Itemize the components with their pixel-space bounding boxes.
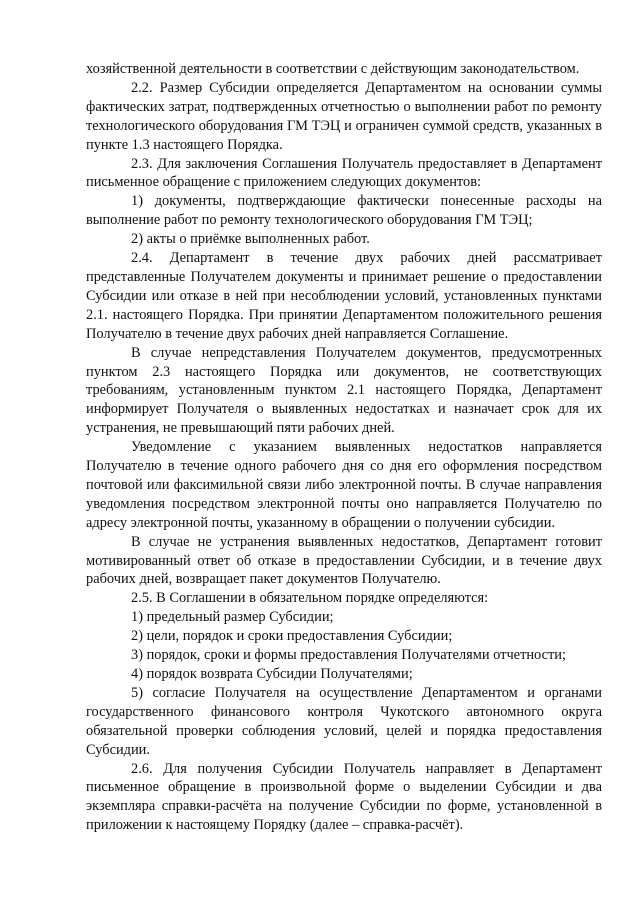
list-item-2-5-3: 3) порядок, сроки и формы предоставления Получателями отчетности; xyxy=(131,647,566,664)
paragraph-non-submission: В случае непредставления Получателем документов, предусмотренных пунктом 2.3 настоящего Порядка или документов, не соответствующих требованиям, установленным пунктом 2.1 настоящего Порядка, Департамент информирует Получателя о выявленных недостатках и назначает срок для их устранения, не превышающий пяти рабочих дней. xyxy=(86,344,602,437)
document-page xyxy=(86,60,602,835)
list-item-2-3-2: 2) акты о приёмке выполненных работ. xyxy=(131,231,370,248)
paragraph-continuation: хозяйственной деятельности в соответствии с действующим законодательством. xyxy=(86,61,580,77)
list-item-2-5-4: 4) порядок возврата Субсидии Получателями; xyxy=(131,666,413,682)
paragraph-2-5: 2.5. В Соглашении в обязательном порядке определяются: xyxy=(131,590,489,607)
paragraph-2-2: 2.2. Размер Субсидии определяется Департаментом на основании суммы фактических затрат, подтвержденных отчетностью о выполнении работ по ремонту технологического оборудования ГМ ТЭЦ и ограничен суммой средств, указанных в пункте 1.3 настоящего Порядка. xyxy=(86,79,602,153)
paragraph-notification: Уведомление с указанием выявленных недостатков направляется Получателю в течение одного рабочего дня со дня его оформления посредством почтовой или факсимильной связи либо электронной почты. В случае направления уведомления посредством электронной почты оно направляется Получателю по адресу электронной почты, указанному в обращении о получении субсидии. xyxy=(86,439,602,531)
list-item-2-3-1: 1) документы, подтверждающие фактически понесенные расходы на выполнение работ по ремонту технологического оборудования ГМ ТЭЦ; xyxy=(86,193,602,229)
paragraph-refusal: В случае не устранения выявленных недостатков, Департамент готовит мотивированный ответ об отказе в предоставлении Субсидии, и в течение двух рабочих дней, возвращает пакет документов Получателю. xyxy=(86,533,602,588)
list-item-2-5-2: 2) цели, порядок и сроки предоставления Субсидии; xyxy=(131,628,453,645)
paragraph-2-6: 2.6. Для получения Субсидии Получатель направляет в Департамент письменное обращение в произвольной форме о выделении Субсидии и два экземпляра справки-расчёта на получение Субсидии по форме, установленной в приложении к настоящему Порядку (далее – справка-расчёт). xyxy=(86,760,602,834)
list-item-2-5-5: 5) согласие Получателя на осуществление Департаментом и органами государственного финансового контроля Чукотского автономного округа обязательной проверки соблюдения условий, целей и порядка предоставления Субсидии. xyxy=(86,684,602,758)
paragraph-2-4: 2.4. Департамент в течение двух рабочих дней рассматривает представленные Получателем документы и принимает решение о предоставлении Субсидии или отказе в ней при несоблюдении условий, установленных пунктами 2.1. настоящего Порядка. При принятии Департаментом положительного решения Получателю в течение двух рабочих дней направляется Соглашение. xyxy=(86,250,602,342)
paragraph-2-3: 2.3. Для заключения Соглашения Получатель предоставляет в Департамент письменное обращение с приложением следующих документов: xyxy=(86,155,602,191)
list-item-2-5-1: 1) предельный размер Субсидии; xyxy=(131,609,334,626)
